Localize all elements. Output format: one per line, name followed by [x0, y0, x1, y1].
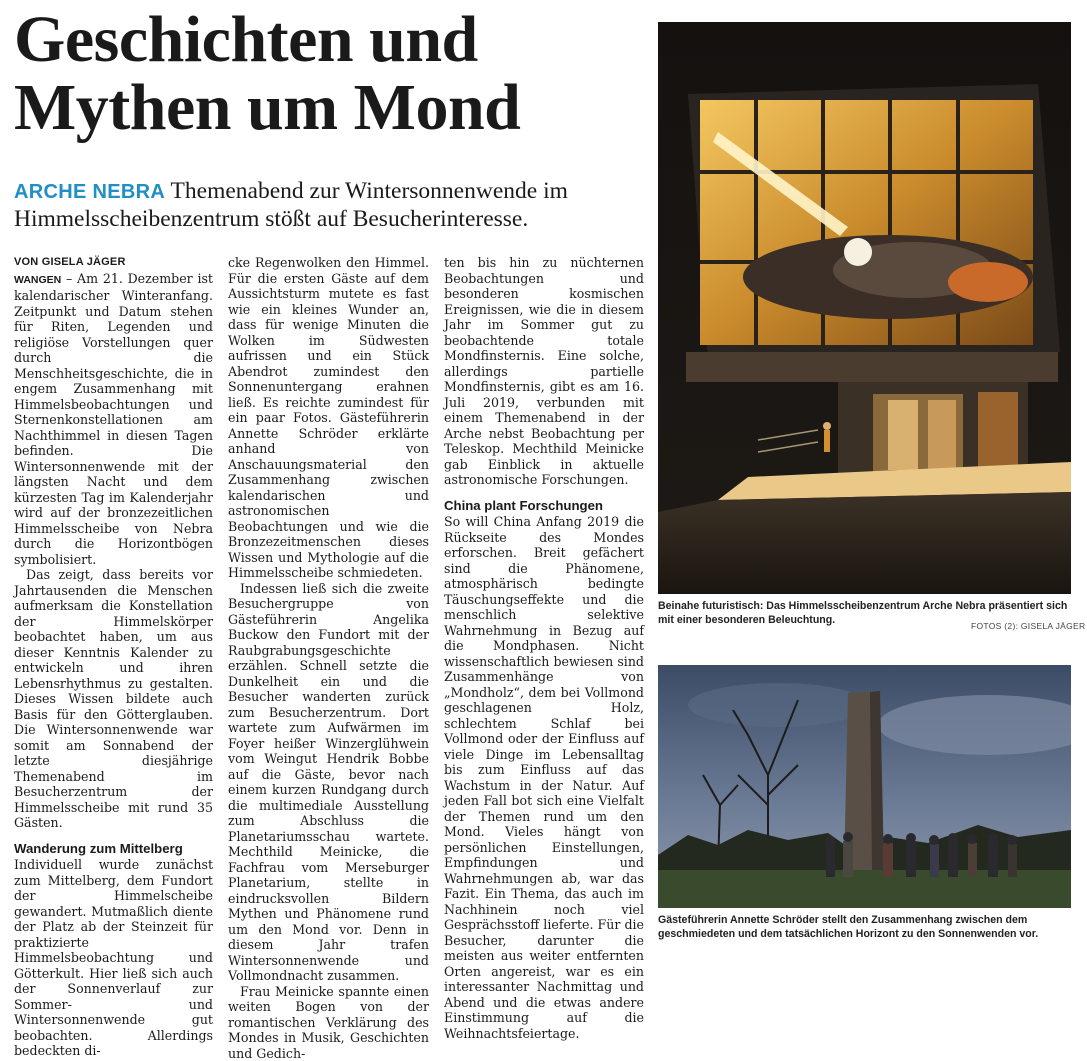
- dateline: WANGEN: [14, 274, 61, 286]
- headline-line-2: Mythen um Mond: [14, 71, 520, 144]
- headline-line-1: Geschichten und: [14, 3, 478, 76]
- article-paragraph: Indessen ließ sich die zweite Besuchergruppe von Gästeführerin Angelika Buckow den Fundort mit der Raubgrabungsgeschichte erzählen. Schnell setzte die Dunkelheit ein und die Besucher wanderten zurück zum Besucherzentrum. Dort wartete zum Aufwärmen im Foyer heißer Winzerglühwein vom Weingut Hendrik Bobbe auf die Gäste, bevor nach einem kurzen Rundgang durch die multimediale Ausstellung zum Abschluss die Planetariumsschau wartete. Mechthild Meinicke, die Fachfrau vom Merseburger Planetarium, stellte in eindrucksvollen Bildern Mythen und Phänomene rund um den Mond vor. Denn in diesem Jahr trafen Wintersonnenwende und Vollmondnacht zusammen.: [228, 581, 429, 984]
- article-column-1: [14, 255, 213, 1059]
- photo-arche-nebra-building: [658, 22, 1071, 594]
- tower-dusk-illustration: [658, 665, 1071, 908]
- standfirst: [14, 178, 634, 233]
- article-paragraph: So will China Anfang 2019 die Rückseite des Mondes erforschen. Breit gefächert sind die Phänomene, atmosphärisch bedingte Täuschungseffekte und die menschlich selektive Wahrnehmung in Bezug auf die Mondphasen. Nicht wissenschaftlich bewiesen sind Zusammenhänge von „Mondholz“, dem bei Vollmond geschlagenen Holz, schlechtem Schlaf bei Vollmond oder der Einfluss auf viele Dinge im Lebensalltag bis zum Einfluss auf das Wachstum in der Natur. Auf jeden Fall bot sich eine Vielfalt der Themen rund um den Mond. Vieles hängt von persönlichen Einstellungen, Empfindungen und Wahrnehmungen ab, war das Fazit. Ein Thema, das auch im Nachhinein noch viel Gesprächsstoff lieferte. Für die Besucher, darunter die meisten aus weiter entfernten Orten angereist, war es ein interessanter Nachmittag und Abend und die etwas andere Einstimmung auf die Weihnachtsfeiertage.: [444, 514, 644, 1041]
- kicker-label: ARCHE NEBRA: [14, 181, 165, 203]
- article-paragraph: ten bis hin zu nüchternen Beobachtungen und besonderen kosmischen Ereignissen, wie die in diesem Jahr im Sommer gut zu beobachtende totale Mondfinsternis. Eine solche, allerdings partielle Mondfinsternis, gibt es am 16. Juli 2019, verbunden mit einem Themenabend in der Arche nebst Beobachtung per Teleskop. Mechthild Meinicke gab Einblick in aktuelle astronomische Forschungen.: [444, 255, 644, 488]
- photo-2-caption: Gästeführerin Annette Schröder stellt den Zusammenhang zwischen dem geschmiedeten und dem tatsächlichen Horizont zu den Sonnenwenden vor.: [658, 913, 1078, 941]
- article-column-2: [228, 255, 429, 1061]
- article-paragraph: Das zeigt, dass bereits vor Jahrtausenden die Menschen aufmerksam die Konstellation der Himmelskörper beobachtet haben, um aus dieser Kenntnis Kalender zu entwickeln und ihren Lebensrhythmus zu gestalten. Dieses Wissen bildete auch Basis für den Götterglauben. Die Wintersonnenwende war somit am Sonnabend der letzte diesjährige Themenabend im Besucherzentrum der Himmelsscheibe mit rund 35 Gästen.: [14, 567, 213, 831]
- subheading-wanderung: Wanderung zum Mittelberg: [14, 841, 213, 857]
- building-night-illustration: [658, 22, 1071, 594]
- byline: VON GISELA JÄGER: [14, 255, 213, 271]
- article-paragraph: Frau Meinicke spannte einen weiten Bogen von der romantischen Verklärung des Mondes in Musik, Geschichten und Gedich-: [228, 984, 429, 1061]
- photo-1-caption: Beinahe futuristisch: Das Himmelsscheibenzentrum Arche Nebra präsentiert sich mit einer besonderen Beleuchtung.: [658, 599, 1078, 627]
- standfirst-text: Themenabend zur Wintersonnenwende im Himmelsscheibenzentrum stößt auf Besucherinteresse.: [14, 178, 568, 232]
- photo-group-at-tower: [658, 665, 1071, 908]
- photo-credit: FOTOS (2): GISELA JÄGER: [971, 621, 1085, 631]
- article-paragraph: cke Regenwolken den Himmel. Für die ersten Gäste auf dem Aussichtsturm mutete es fast wie ein kleines Wunder an, dass für wenige Minuten die Wolken im Südwesten aufrissen und ein Stück Abendrot zumindest den Sonnenuntergang erahnen ließ. Es reichte zumindest für ein paar Fotos. Gästeführerin Annette Schröder erklärte anhand von Anschauungsmaterial den Zusammenhang zwischen kalendarischen und astronomischen Beobachtungen und wie die Bronzezeitmenschen dieses Wissen und Mythologie auf die Himmelsscheibe schmiedeten.: [228, 255, 429, 581]
- article-column-3: [444, 255, 644, 1041]
- article-paragraph: Individuell wurde zunächst zum Mittelberg, dem Fundort der Himmelscheibe gewandert. Mutmaßlich diente der Platz ab der Steinzeit für praktizierte Himmelsbeobachtung und Götterkult. Hier ließ sich auch der Sonnenverlauf zur Sommer- und Wintersonnenwende gut beobachten. Allerdings bedeckten di-: [14, 857, 213, 1059]
- headline: [14, 6, 614, 142]
- subheading-china: China plant Forschungen: [444, 498, 644, 514]
- article-paragraph: WANGEN – Am 21. Dezember ist kalendarischer Winteranfang. Zeitpunkt und Datum stehen für Riten, Legenden und religiöse Vorstellungen quer durch die Menschheitsgeschichte, die in engem Zusammenhang mit Himmelsbeobachtungen und Sternenkonstellationen am Nachthimmel in diesen Tagen befinden. Die Wintersonnenwende mit der längsten Nacht und dem kürzesten Tag im Kalenderjahr wird auf der bronzezeitlichen Himmelsscheibe von Nebra durch die Horizontbögen symbolisiert.: [14, 271, 213, 568]
